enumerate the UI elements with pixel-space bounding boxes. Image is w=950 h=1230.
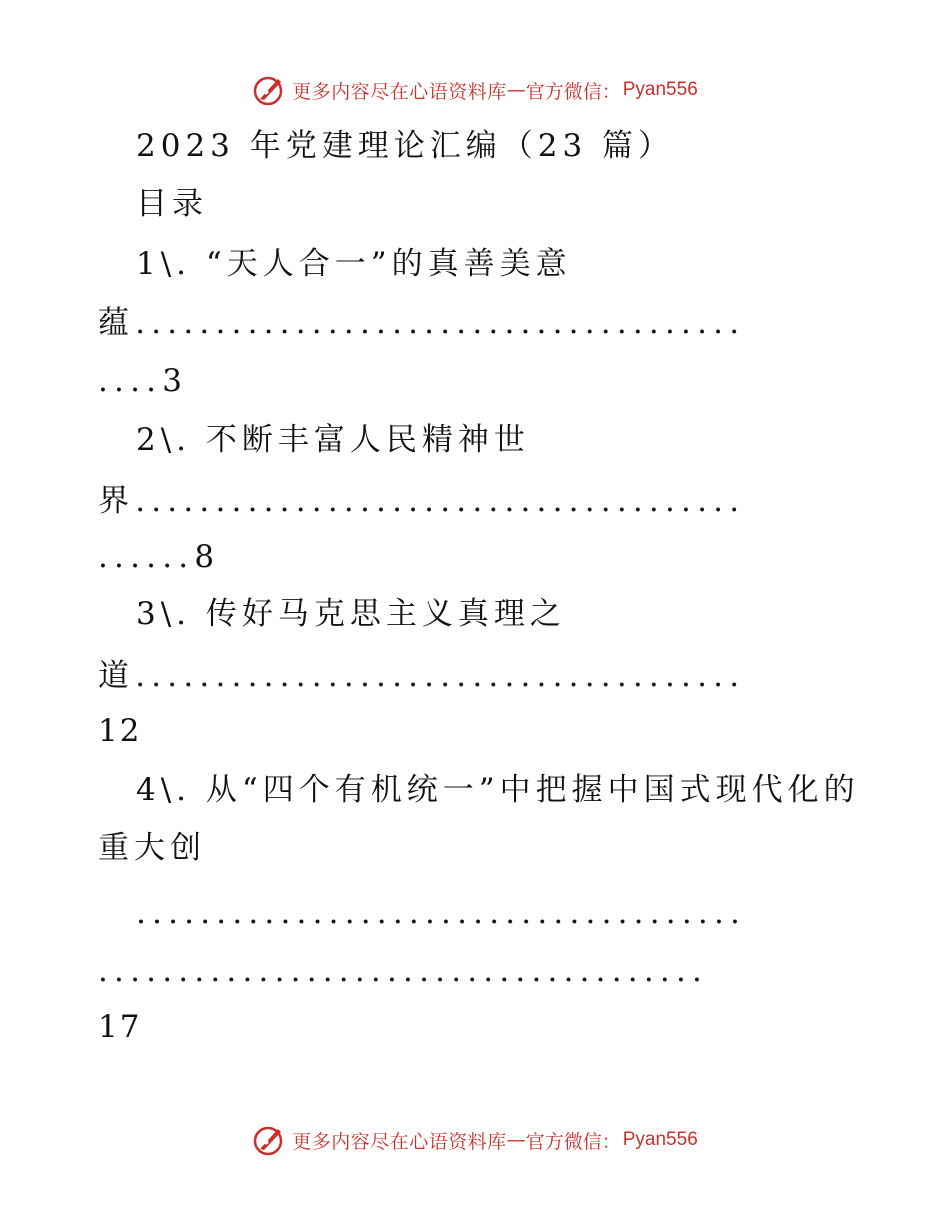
- toc-entry-4-title: 4\. 从“四个有机统一”中把握中国式现代化的: [136, 772, 860, 808]
- toc-entry-3-title: 3\. 传好马克思主义真理之: [136, 596, 566, 632]
- document-title: 2023 年党建理论汇编（23 篇）: [136, 128, 675, 164]
- watermark-wechat-label: 官方微信：: [525, 1130, 621, 1153]
- toc-entry-3-page: 12: [98, 713, 142, 749]
- watermark-text: 更多内容尽在心语资料库: [292, 80, 507, 103]
- toc-entry-1-leader: 蕴......................................: [98, 305, 746, 341]
- watermark-wechat-id: Pyan556: [622, 1129, 698, 1150]
- toc-entry-3-leader: 道......................................: [98, 658, 746, 694]
- watermark-wechat-id: Pyan556: [622, 79, 698, 100]
- toc-entry-1-page: ....3: [98, 363, 189, 399]
- watermark-dash: —: [506, 1129, 526, 1151]
- toc-entry-2-leader: 界......................................: [98, 483, 746, 519]
- footer-watermark: [0, 1120, 950, 1160]
- quill-logo-icon: [252, 73, 286, 107]
- toc-entry-2-page: ......8: [98, 539, 221, 575]
- toc-entry-4-page: 17: [98, 1009, 142, 1045]
- watermark-text: 更多内容尽在心语资料库: [292, 1130, 507, 1153]
- toc-entry-4-leader-2: ......................................: [98, 953, 709, 989]
- toc-entry-4-title-cont: 重大创: [98, 830, 206, 866]
- toc-entry-1-title: 1\. “天人合一”的真善美意: [136, 246, 572, 282]
- header-watermark: [0, 70, 950, 110]
- watermark-dash: —: [506, 79, 526, 101]
- toc-entry-4-leader-1: ......................................: [136, 895, 747, 931]
- quill-logo-icon: [252, 1123, 286, 1157]
- watermark-wechat-label: 官方微信：: [525, 80, 621, 103]
- toc-entry-2-title: 2\. 不断丰富人民精神世: [136, 422, 530, 458]
- toc-heading: 目录: [136, 186, 208, 222]
